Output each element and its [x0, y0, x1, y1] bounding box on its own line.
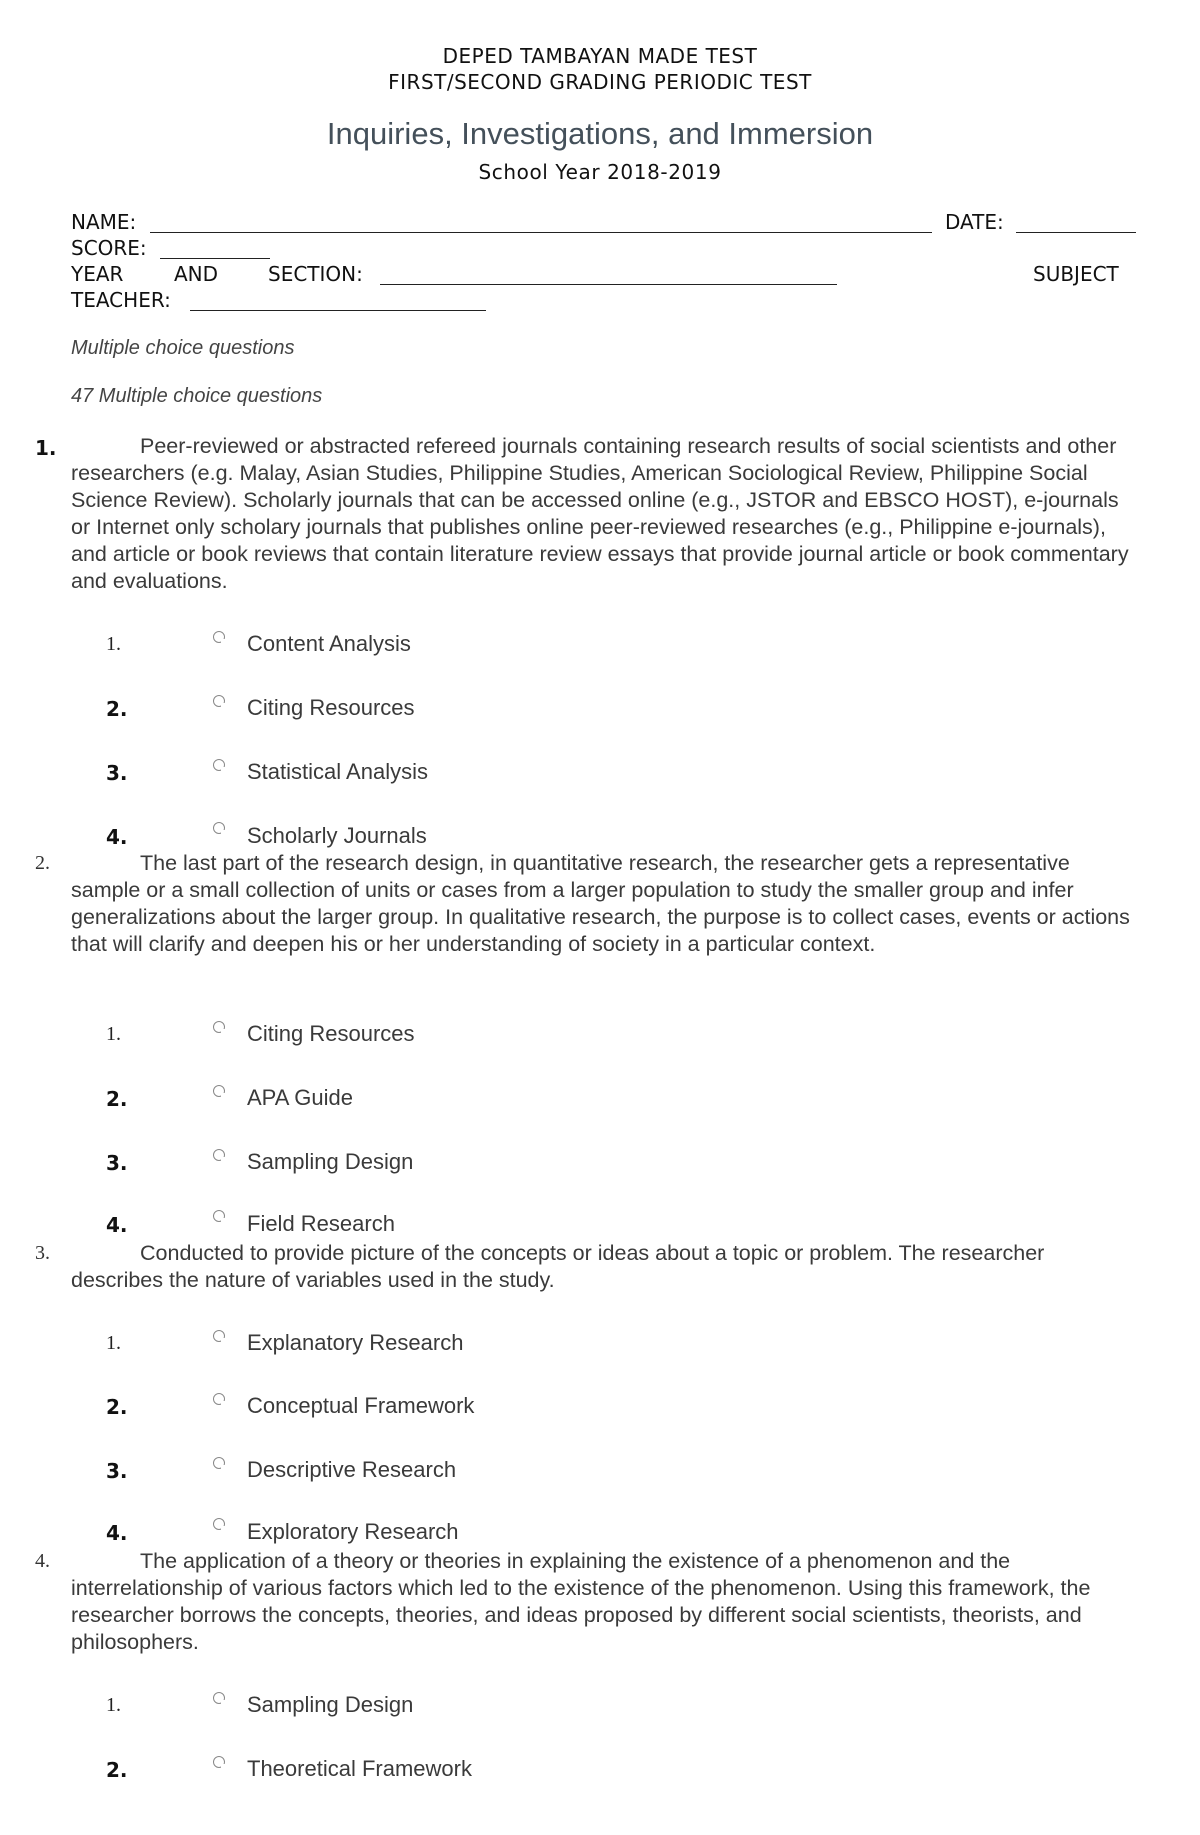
radio-button[interactable]	[213, 1149, 225, 1161]
radio-button[interactable]	[213, 695, 225, 707]
option-label[interactable]: Theoretical Framework	[247, 1756, 472, 1781]
date-label: DATE:	[945, 210, 1004, 234]
option-label[interactable]: Field Research	[247, 1211, 395, 1236]
name-label: NAME:	[71, 210, 137, 234]
radio-button[interactable]	[213, 759, 225, 771]
option-label[interactable]: Content Analysis	[247, 631, 411, 656]
option-number: 1.	[106, 633, 121, 655]
option-label[interactable]: Citing Resources	[247, 695, 415, 720]
question-text: The last part of the research design, in quantitative research, the researcher gets a representative sample or a small collection of units or cases from a larger population to study the smaller group and infer generalizations about the larger group. In qualitative research, the purpose is to collect cases, events or actions that will clarify and deepen his or her understanding of society in a particular context.	[71, 851, 1130, 956]
option-number: 3.	[106, 1459, 128, 1483]
option-number: 1.	[106, 1023, 121, 1045]
section-label: SECTION:	[268, 262, 363, 286]
question-number: 2.	[35, 852, 50, 874]
option-label[interactable]: Statistical Analysis	[247, 759, 428, 784]
option-number: 2.	[106, 697, 128, 721]
option-number: 2.	[106, 1758, 128, 1782]
subject-label: SUBJECT	[1033, 262, 1119, 286]
page-title: Inquiries, Investigations, and Immersion	[326, 116, 874, 151]
teacher-line[interactable]	[190, 310, 486, 311]
radio-button[interactable]	[213, 1457, 225, 1469]
option-label[interactable]: Scholarly Journals	[247, 823, 427, 848]
radio-button[interactable]	[213, 1692, 225, 1704]
option-number: 4.	[106, 1521, 128, 1545]
radio-button[interactable]	[213, 631, 225, 643]
option-label[interactable]: Sampling Design	[247, 1149, 414, 1174]
teacher-label: TEACHER:	[71, 288, 171, 312]
radio-button[interactable]	[213, 1756, 225, 1768]
option-number: 1.	[106, 1694, 121, 1716]
score-line[interactable]	[160, 258, 270, 259]
school-year: School Year 2018-2019	[478, 160, 722, 184]
option-number: 4.	[106, 1213, 128, 1237]
name-line[interactable]	[150, 232, 932, 233]
option-number: 1.	[106, 1332, 121, 1354]
option-label[interactable]: Citing Resources	[247, 1021, 415, 1046]
option-label[interactable]: Exploratory Research	[247, 1519, 459, 1544]
option-number: 4.	[106, 825, 128, 849]
radio-button[interactable]	[213, 822, 225, 834]
score-label: SCORE:	[71, 236, 147, 260]
question-number: 1.	[35, 436, 57, 460]
radio-button[interactable]	[213, 1393, 225, 1405]
option-number: 3.	[106, 761, 128, 785]
option-number: 2.	[106, 1395, 128, 1419]
header-line-1: DEPED TAMBAYAN MADE TEST	[442, 44, 758, 68]
radio-button[interactable]	[213, 1085, 225, 1097]
and-label: AND	[174, 262, 219, 286]
question-text: Peer-reviewed or abstracted refereed journals containing research results of social scientists and other researchers (e.g. Malay, Asian Studies, Philippine Studies, American Sociological Review, Philippine Social Science Review). Scholarly journals that can be accessed online (e.g., JSTOR and EBSCO HOST), e-journals or Internet only scholary journals that publishes online peer-reviewed researches (e.g., Philippine e-journals), and article or book reviews that contain literature review essays that provide journal article or book commentary and evaluations.	[71, 434, 1129, 593]
question-text: The application of a theory or theories in explaining the existence of a phenomenon and the interrelationship of various factors which led to the existence of the phenomenon. Using this framework, the researcher borrows the concepts, theories, and ideas proposed by different social scientists, theorists, and philosophers.	[71, 1549, 1091, 1654]
radio-button[interactable]	[213, 1518, 225, 1530]
year-section-line[interactable]	[380, 284, 837, 285]
option-label[interactable]: Explanatory Research	[247, 1330, 464, 1355]
question-number: 4.	[35, 1550, 50, 1572]
question-text: Conducted to provide picture of the concepts or ideas about a topic or problem. The researcher describes the nature of variables used in the study.	[71, 1241, 1045, 1292]
header-line-2: FIRST/SECOND GRADING PERIODIC TEST	[388, 70, 812, 94]
option-label[interactable]: APA Guide	[247, 1085, 353, 1110]
option-number: 3.	[106, 1151, 128, 1175]
option-label[interactable]: Sampling Design	[247, 1692, 414, 1717]
option-label[interactable]: Conceptual Framework	[247, 1393, 475, 1418]
question-number: 3.	[35, 1242, 50, 1264]
option-number: 2.	[106, 1087, 128, 1111]
option-label[interactable]: Descriptive Research	[247, 1457, 457, 1482]
instructions-line-2: 47 Multiple choice questions	[71, 385, 323, 407]
date-line[interactable]	[1016, 232, 1136, 233]
instructions-line-1: Multiple choice questions	[71, 337, 295, 359]
radio-button[interactable]	[213, 1021, 225, 1033]
radio-button[interactable]	[213, 1210, 225, 1222]
radio-button[interactable]	[213, 1330, 225, 1342]
year-label: YEAR	[71, 262, 124, 286]
